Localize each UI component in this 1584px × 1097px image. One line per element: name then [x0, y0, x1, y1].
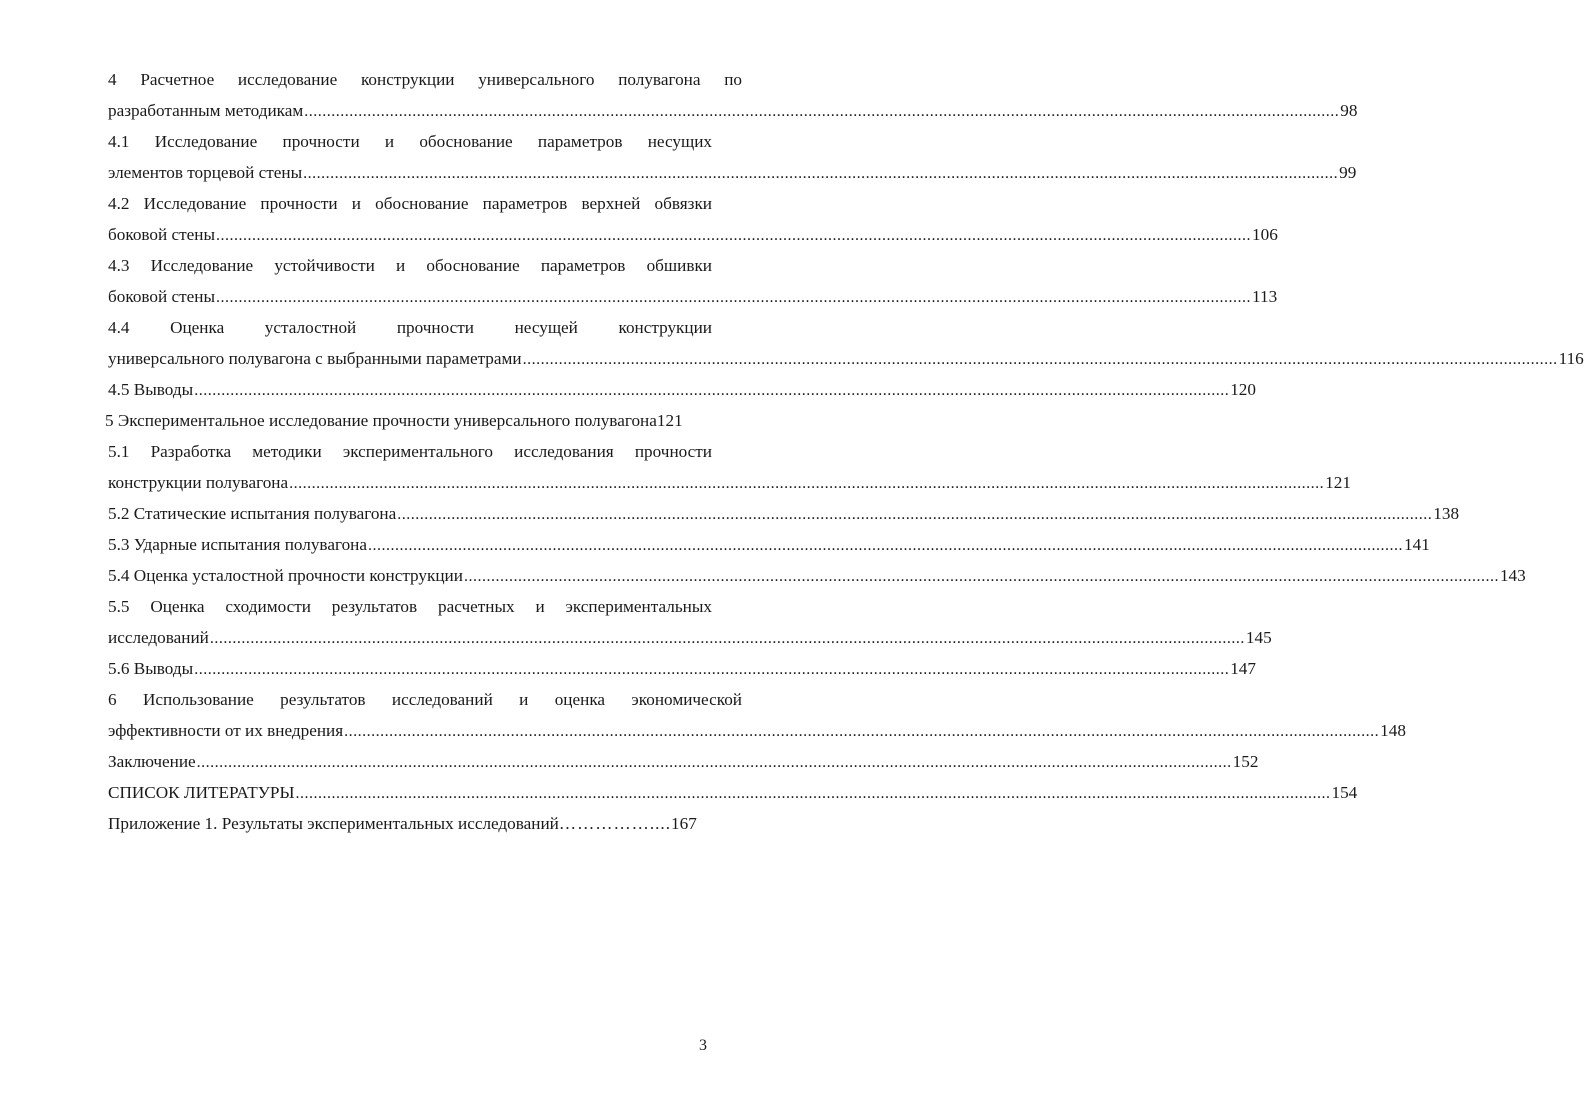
dot-leader — [194, 375, 1229, 406]
toc-entry-title-continued: боковой стены — [108, 225, 216, 244]
toc-entry-title: 5.5 Оценка сходимости результатов расчетных и экспериментальных — [108, 597, 712, 616]
toc-entry-title: 4.4 Оценка усталостной прочности несущей конструкции — [108, 318, 712, 337]
toc-page-number: 148 — [1380, 721, 1406, 740]
dot-leader — [210, 623, 1245, 654]
toc-entry[interactable] — [108, 808, 742, 839]
dot-leader — [397, 499, 1432, 530]
toc-entry-title: 5.2 Статические испытания полувагона — [108, 504, 397, 523]
toc-entry[interactable] — [108, 746, 1259, 777]
toc-entry-title: 4.3 Исследование устойчивости и обоснование параметров обшивки — [108, 256, 712, 275]
toc-entry[interactable] — [108, 777, 1358, 808]
table-of-contents — [105, 64, 1584, 839]
dot-leader — [289, 468, 1324, 499]
toc-entry[interactable] — [108, 591, 1272, 653]
toc-entry-title: 5.6 Выводы — [108, 659, 194, 678]
toc-entry[interactable] — [108, 498, 1460, 529]
toc-entry-title: 5.1 Разработка методики экспериментального исследования прочности — [108, 442, 712, 461]
toc-entry-title-continued: исследований — [108, 628, 209, 647]
toc-entry[interactable] — [108, 250, 1278, 312]
toc-page-number: 106 — [1252, 225, 1278, 244]
dot-leader: …………….... — [558, 814, 672, 833]
toc-page-number: 141 — [1404, 535, 1430, 554]
toc-entry-title-continued: универсального полувагона с выбранными параметрами — [108, 349, 522, 368]
toc-entry-title-continued: разработанным методикам — [108, 101, 304, 120]
toc-entry[interactable] — [108, 684, 1406, 746]
toc-entry-title-continued: боковой стены — [108, 287, 216, 306]
toc-page-number: 121 — [1325, 473, 1351, 492]
toc-page-number: 167 — [671, 814, 697, 833]
dot-leader — [368, 530, 1403, 561]
toc-entry-title: 5 Экспериментальное исследование прочности универсального полувагона — [105, 411, 657, 430]
toc-page-number: 121 — [656, 411, 683, 430]
toc-entry[interactable] — [108, 436, 1351, 498]
toc-entry-title: 5.4 Оценка усталостной прочности конструкции — [108, 566, 463, 585]
toc-page-number: 143 — [1499, 566, 1526, 585]
toc-entry-title: СПИСОК ЛИТЕРАТУРЫ — [108, 783, 295, 802]
toc-entry-title: 4 Расчетное исследование конструкции универсального полувагона по — [108, 70, 742, 89]
dot-leader — [304, 96, 1339, 127]
page-number: 3 — [699, 1037, 707, 1054]
dot-leader — [303, 158, 1338, 189]
toc-entry[interactable] — [108, 529, 1430, 560]
toc-entry-title: 4.1 Исследование прочности и обоснование параметров несущих — [108, 132, 712, 151]
toc-entry[interactable] — [105, 405, 742, 436]
toc-page-number: 120 — [1230, 380, 1256, 399]
toc-entry[interactable] — [108, 374, 1256, 405]
toc-entry-title: 5.3 Ударные испытания полувагона — [108, 535, 367, 554]
toc-page-number: 116 — [1558, 349, 1584, 368]
toc-page-number: 113 — [1252, 287, 1278, 306]
toc-entry-title: 6 Использование результатов исследований и оценка экономической — [108, 690, 742, 709]
toc-entry[interactable] — [108, 312, 1584, 374]
dot-leader — [194, 654, 1229, 685]
toc-entry-title-continued: конструкции полувагона — [108, 473, 289, 492]
dot-leader — [197, 747, 1232, 778]
toc-entry[interactable] — [108, 653, 1256, 684]
toc-entry-title-continued: эффективности от их внедрения — [108, 721, 344, 740]
toc-page-number: 154 — [1331, 783, 1358, 802]
dot-leader — [216, 282, 1251, 313]
toc-entry[interactable] — [108, 560, 1526, 591]
toc-page-number: 99 — [1339, 163, 1357, 182]
toc-page-number: 98 — [1340, 101, 1358, 120]
dot-leader — [464, 561, 1499, 592]
toc-page-number: 145 — [1245, 628, 1272, 647]
toc-entry[interactable] — [108, 126, 1357, 188]
toc-entry-title-continued: элементов торцевой стены — [108, 163, 303, 182]
toc-entry-title: Приложение 1. Результаты экспериментальных исследований — [108, 814, 559, 833]
toc-page-number: 147 — [1230, 659, 1256, 678]
toc-entry-title: Заключение — [108, 752, 196, 771]
toc-page-number: 138 — [1433, 504, 1460, 523]
dot-leader — [295, 778, 1330, 809]
toc-entry-title: 4.5 Выводы — [108, 380, 194, 399]
dot-leader — [344, 716, 1379, 747]
dot-leader — [216, 220, 1251, 251]
toc-entry[interactable] — [108, 188, 1278, 250]
dot-leader — [523, 344, 1558, 375]
toc-page-number: 152 — [1232, 752, 1259, 771]
toc-entry-title: 4.2 Исследование прочности и обоснование параметров верхней обвязки — [108, 194, 712, 213]
toc-entry[interactable] — [108, 64, 1358, 126]
